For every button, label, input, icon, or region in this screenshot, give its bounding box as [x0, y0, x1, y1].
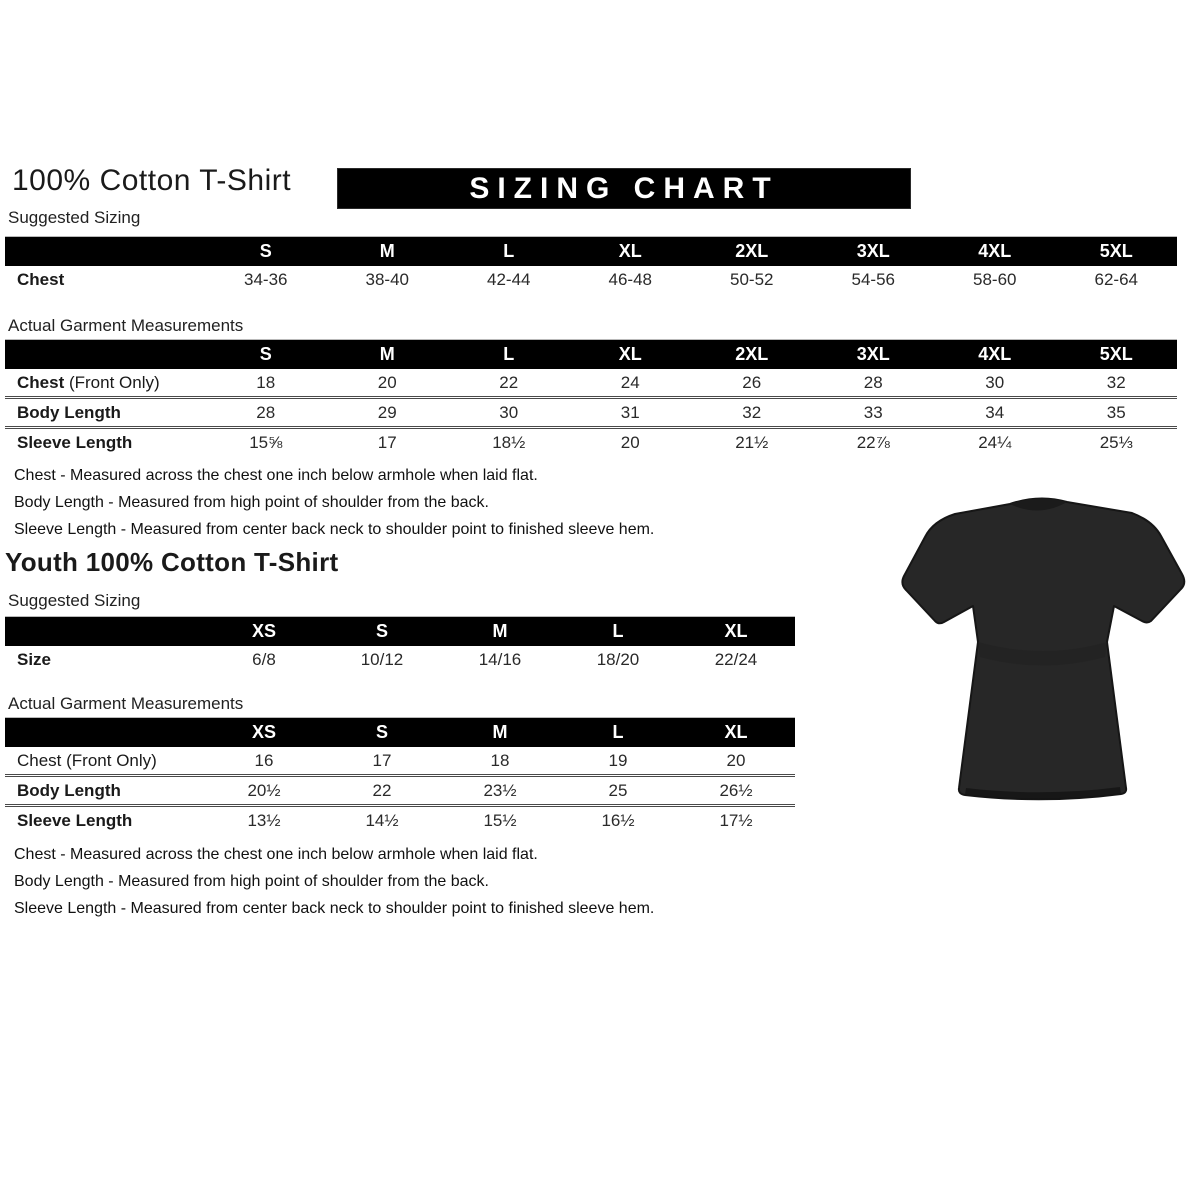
row-label: Size [17, 650, 52, 669]
row-label: Sleeve Length [17, 432, 133, 452]
col-header: M [492, 722, 508, 742]
row-label: Sleeve Length [17, 810, 133, 830]
col-header: XS [251, 722, 276, 742]
cell: 58-60 [973, 270, 1017, 289]
note-body-length: Body Length - Measured from high point of shoulder from the back. [14, 873, 489, 890]
cell: 20 [726, 750, 746, 770]
col-header: 4XL [978, 241, 1012, 261]
cell: 6/8 [252, 650, 276, 669]
row-label: Body Length [17, 780, 121, 800]
adult-suggested-sizing-table [5, 236, 1177, 294]
cell: 30 [985, 372, 1005, 392]
table-row-body-length [5, 396, 1177, 426]
cell: 28 [863, 372, 883, 392]
col-header: M [379, 241, 395, 261]
cell: 17½ [719, 810, 753, 830]
note-sleeve-length: Sleeve Length - Measured from center back neck to shoulder point to finished sleeve hem. [14, 900, 655, 917]
col-header: M [492, 621, 508, 641]
col-header: L [612, 722, 624, 742]
adult-suggested-sizing-label: Suggested Sizing [8, 208, 141, 227]
table-row [5, 266, 1177, 294]
adult-measurement-notes [14, 462, 654, 543]
col-header: S [375, 722, 388, 742]
cell: 46-48 [608, 270, 652, 289]
table-header-row [5, 339, 1177, 369]
col-header: 5XL [1099, 344, 1133, 364]
table-row-sleeve-length [5, 804, 795, 834]
table-row-body-length [5, 774, 795, 804]
cell: 50-52 [730, 270, 774, 289]
cell: 54-56 [851, 270, 895, 289]
cell: 10/12 [360, 650, 404, 669]
table-row-sleeve-length [5, 426, 1177, 456]
cell: 22 [372, 780, 392, 800]
table-header-row [5, 717, 795, 747]
col-header: XS [251, 621, 276, 641]
row-label-suffix: (Front Only) [64, 372, 160, 392]
note-body-length: Body Length - Measured from high point of shoulder from the back. [14, 494, 489, 511]
col-header: 5XL [1099, 241, 1133, 261]
cell: 32 [742, 402, 762, 422]
table-row-chest [5, 369, 1177, 396]
cell: 25 [608, 780, 628, 800]
cell: 20 [620, 432, 640, 452]
cell: 22⅞ [856, 432, 890, 452]
col-header: L [503, 241, 515, 261]
note-sleeve-length: Sleeve Length - Measured from center back neck to shoulder point to finished sleeve hem. [14, 521, 655, 538]
cell: 18 [256, 372, 276, 392]
page-title: 100% Cotton T-Shirt [12, 164, 292, 197]
cell: 14/16 [478, 650, 522, 669]
cell: 14½ [365, 810, 399, 830]
cell: 15½ [483, 810, 517, 830]
cell: 18 [490, 750, 510, 770]
cell: 26½ [719, 780, 753, 800]
row-label: Body Length [17, 402, 121, 422]
cell: 25⅓ [1099, 432, 1133, 452]
cell: 24 [620, 372, 640, 392]
cell: 28 [256, 402, 276, 422]
cell: 42-44 [487, 270, 531, 289]
row-label: Chest [17, 270, 65, 289]
cell: 18½ [492, 432, 526, 452]
cell: 19 [608, 750, 628, 770]
cell: 22 [499, 372, 519, 392]
cell: 31 [620, 402, 640, 422]
table-row-chest [5, 747, 795, 774]
col-header: XL [724, 722, 748, 742]
col-header: M [379, 344, 395, 364]
note-chest: Chest - Measured across the chest one inch below armhole when laid flat. [14, 467, 538, 484]
cell: 34-36 [244, 270, 288, 289]
col-header: 4XL [978, 344, 1012, 364]
cell: 26 [742, 372, 762, 392]
col-header: XL [618, 241, 642, 261]
col-header: S [259, 241, 272, 261]
youth-actual-measurements-table [5, 717, 795, 834]
cell: 38-40 [365, 270, 409, 289]
cell: 15⅝ [249, 432, 283, 452]
cell: 13½ [247, 810, 281, 830]
col-header: 3XL [856, 241, 890, 261]
tshirt-image [893, 492, 1196, 802]
cell: 20½ [247, 780, 281, 800]
black-tshirt-icon [893, 492, 1196, 802]
row-label: Chest (Front Only) [17, 750, 157, 770]
sizing-chart-banner: SIZING CHART [337, 168, 911, 209]
col-header: XL [618, 344, 642, 364]
col-header: L [503, 344, 515, 364]
youth-suggested-sizing-table [5, 616, 795, 674]
col-header: 3XL [856, 344, 890, 364]
youth-section-title: Youth 100% Cotton T-Shirt [5, 547, 339, 577]
col-header: S [375, 621, 388, 641]
cell: 34 [985, 402, 1005, 422]
cell: 18/20 [596, 650, 640, 669]
cell: 16½ [601, 810, 635, 830]
col-header: S [259, 344, 272, 364]
cell: 32 [1106, 372, 1126, 392]
cell: 24¼ [978, 432, 1012, 452]
col-header: L [612, 621, 624, 641]
row-label: Chest [17, 372, 65, 392]
col-header: 2XL [735, 241, 769, 261]
table-header-row [5, 616, 795, 646]
cell: 22/24 [714, 650, 758, 669]
cell: 20 [377, 372, 397, 392]
col-header: XL [724, 621, 748, 641]
note-chest: Chest - Measured across the chest one inch below armhole when laid flat. [14, 846, 538, 863]
youth-measurement-notes [14, 841, 654, 922]
youth-actual-measurements-label: Actual Garment Measurements [8, 694, 244, 713]
cell: 62-64 [1094, 270, 1138, 289]
cell: 23½ [483, 780, 517, 800]
table-header-row [5, 236, 1177, 266]
cell: 33 [863, 402, 883, 422]
adult-actual-measurements-table [5, 339, 1177, 456]
cell: 29 [377, 402, 397, 422]
cell: 35 [1106, 402, 1126, 422]
adult-actual-measurements-label: Actual Garment Measurements [8, 316, 244, 335]
cell: 21½ [735, 432, 769, 452]
col-header: 2XL [735, 344, 769, 364]
cell: 17 [377, 432, 397, 452]
youth-suggested-sizing-label: Suggested Sizing [8, 591, 141, 610]
table-row-size [5, 646, 795, 674]
cell: 17 [372, 750, 392, 770]
cell: 30 [499, 402, 519, 422]
cell: 16 [254, 750, 274, 770]
